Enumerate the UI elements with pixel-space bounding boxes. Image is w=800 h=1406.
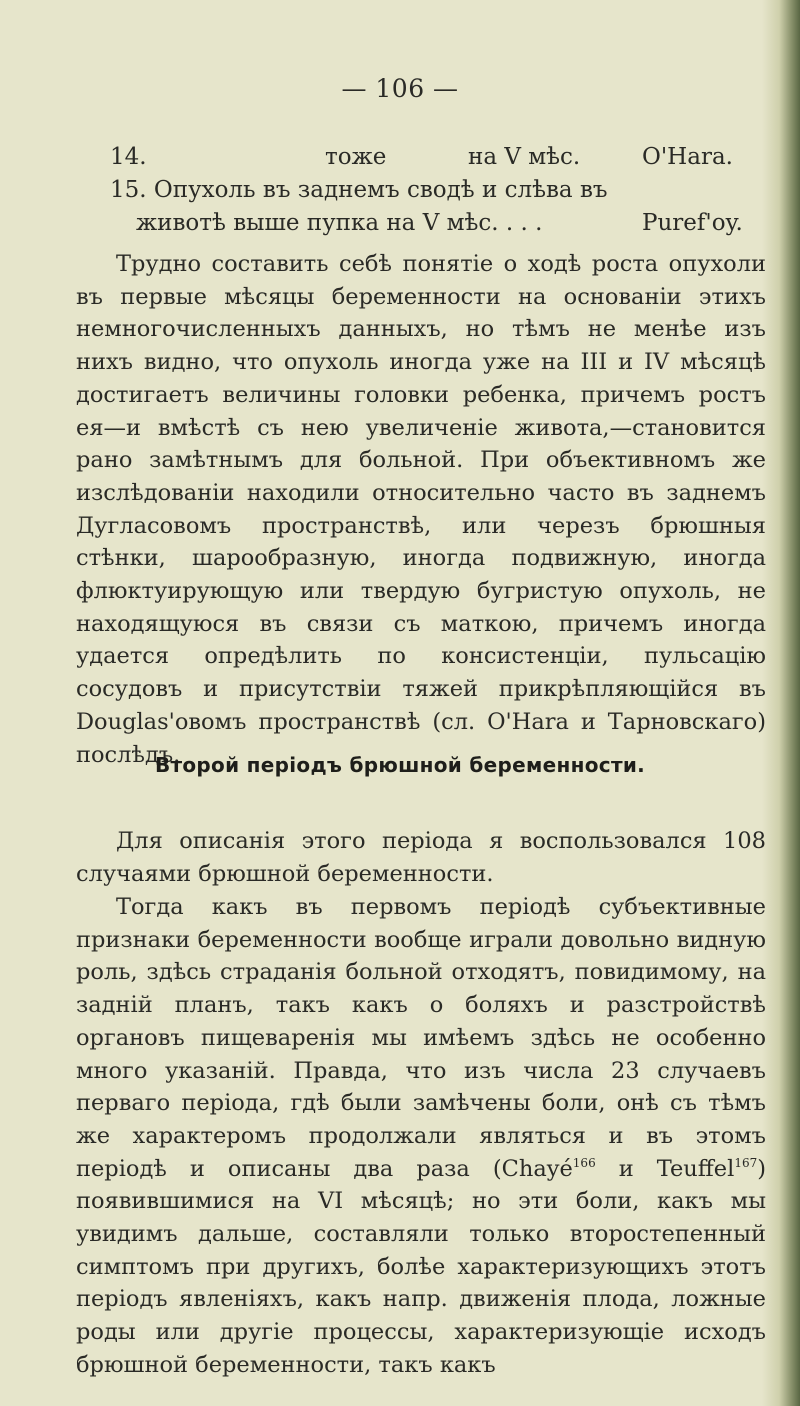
case-number: 14. [110, 144, 147, 170]
case-entry-14 [110, 144, 750, 178]
paragraph-sources: Для описанія этого періода я воспользовался 108 случаями брюшной беременности. [76, 828, 766, 887]
case-author: Puref'oy. [642, 210, 743, 236]
text-segment: и Teuffel [595, 1155, 735, 1182]
case-description-line1: 15. Опухоль въ заднемъ сводѣ и слѣва въ [110, 177, 608, 203]
page-spine-edge [762, 0, 800, 1406]
page-number: — 106 — [341, 74, 459, 103]
paragraph-growth: Трудно составить себѣ понятіе о ходѣ роста опухоли въ первые мѣсяцы беременности на основаніи этихъ немногочисленныхъ данныхъ, но тѣмъ не менѣе изъ нихъ видно, что опухоль иногда уже на III и IV мѣсяцѣ достигаетъ величины головки ребенка, причемъ ростъ ея—и вмѣстѣ съ нею увеличеніе живота,—становится рано замѣтнымъ для больной. При объективномъ же изслѣдованіи находили относительно часто въ заднемъ Дугласовомъ пространствѣ, или черезъ брюшныя стѣнки, шарообразную, иногда подвижную, иногда флюктуирующую или твердую бугристую опухоль, не находящуюся въ связи съ маткою, причемъ иногда удается опредѣлить по консистенціи, пульсацію сосудовъ и присутствіи тяжей прикрѣпляющійся въ Douglas'овомъ пространствѣ (сл. O'Hara и Тарновскаго) послѣдъ. [76, 251, 766, 768]
case-description-line2: животѣ выше пупка на V мѣс. . . . [136, 210, 543, 236]
paragraph-symptoms [76, 891, 766, 1382]
case-author: O'Hara. [642, 144, 733, 170]
reference-number: 167 [734, 1155, 758, 1170]
reference-number: 166 [572, 1155, 596, 1170]
text-segment: ) появившимися на VI мѣсяцѣ; но эти боли, какъ мы увидимъ дальше, составляли только второстепенный симптомъ при другихъ, болѣе характеризующихъ этотъ періодъ явленіяхъ, какъ напр. движенія плода, ложные роды или другіе процессы, характеризующіе исходъ брюшной беременности, такъ какъ [76, 1155, 766, 1378]
case-month: на V мѣс. [468, 144, 581, 170]
text-segment: Тогда какъ въ первомъ періодѣ субъективные признаки беременности вообще играли довольно видную роль, здѣсь страданія больной отходятъ, повидимому, на задній планъ, такъ какъ о боляхъ и разстройствѣ органовъ пищеваренія мы имѣемъ здѣсь не особенно много указаній. Правда, что изъ числа 23 случаевъ перваго періода, гдѣ были замѣчены боли, онѣ съ тѣмъ же характеромъ продолжали являться и въ этомъ періодѣ и описаны два раза (Chayé [76, 894, 766, 1182]
section-heading: Второй періодъ брюшной беременности. [154, 753, 646, 777]
case-description: тоже [325, 144, 387, 170]
